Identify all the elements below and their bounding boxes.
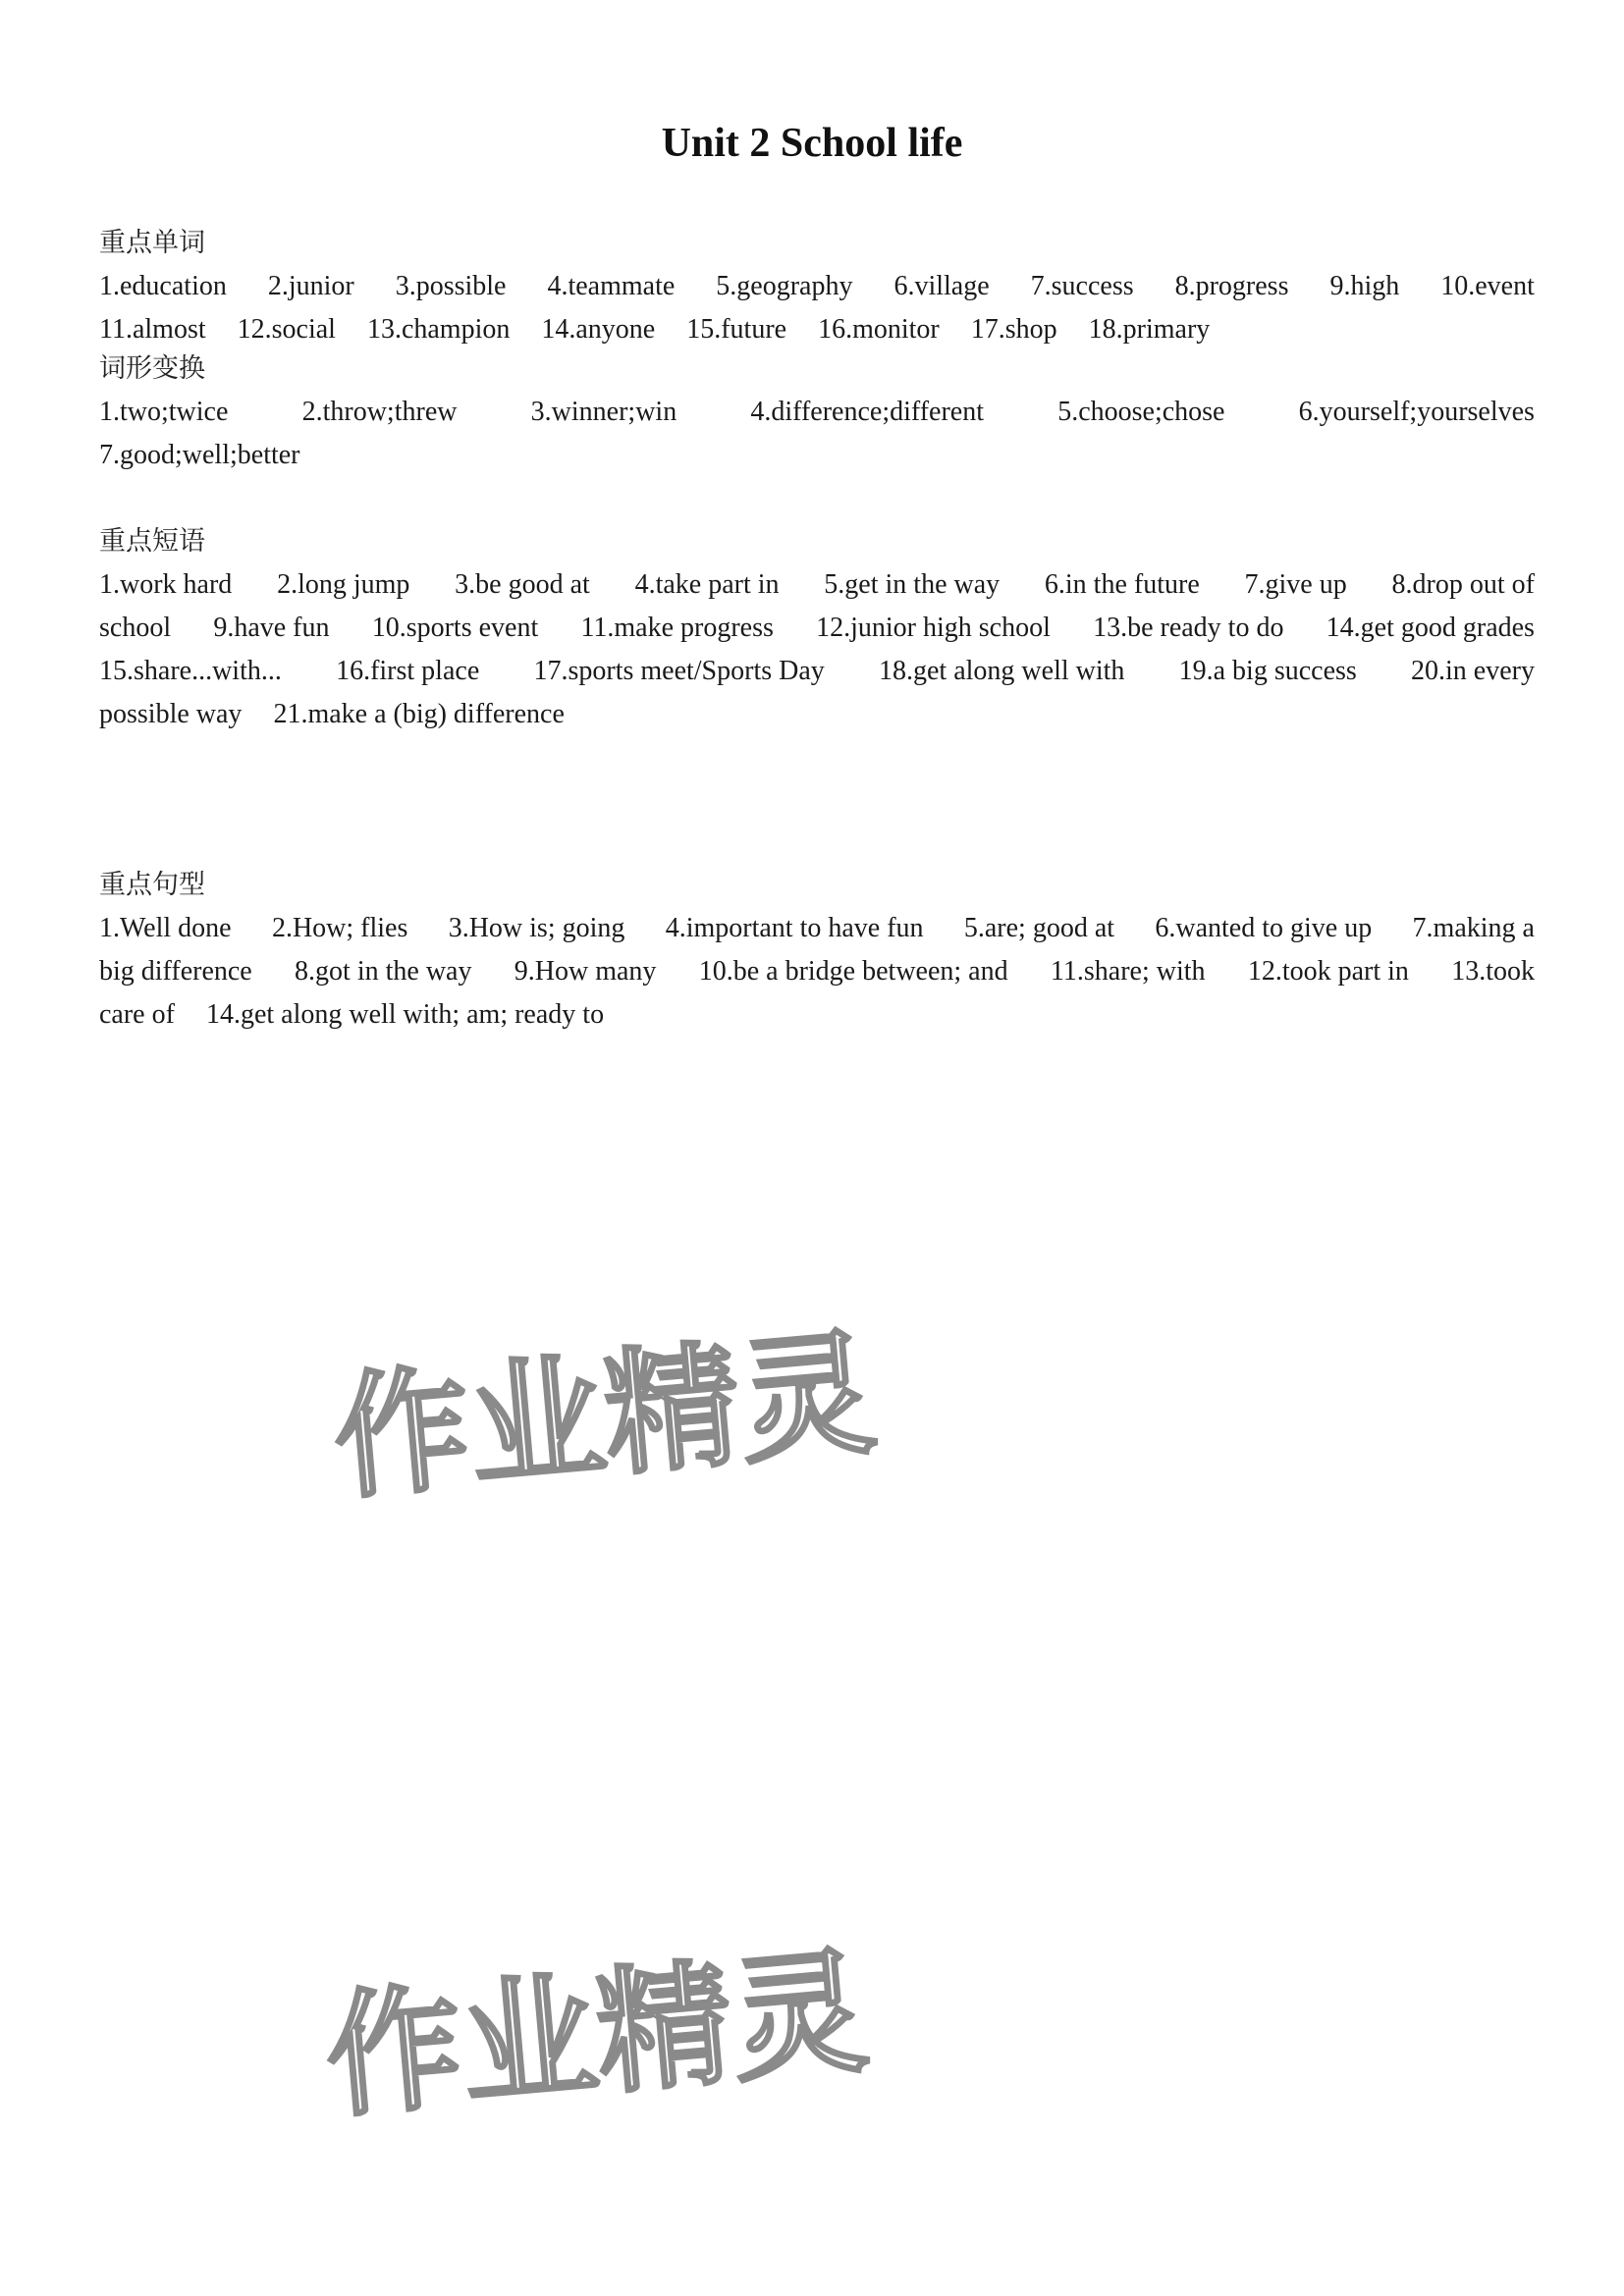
- answer-item: 8.drop out of: [1391, 569, 1535, 600]
- answer-item: 1.work hard: [99, 569, 233, 600]
- answer-item: 12.social: [237, 314, 336, 345]
- answer-row: [99, 391, 1535, 434]
- answer-item: school: [99, 613, 172, 643]
- section-heading: 重点短语: [99, 526, 205, 557]
- watermark-text: 作业精灵: [327, 1313, 882, 1520]
- answer-item: 3.winner;win: [530, 397, 677, 427]
- answer-item: 18.get along well with: [879, 656, 1125, 686]
- answer-row: [99, 907, 1535, 950]
- answer-item: 20.in every: [1411, 656, 1535, 686]
- answer-item: 16.monitor: [818, 314, 940, 345]
- answer-item: 14.get good grades: [1326, 613, 1535, 643]
- answer-item: 12.junior high school: [816, 613, 1051, 643]
- answer-item: 4.take part in: [634, 569, 780, 600]
- answer-item: 9.How many: [514, 956, 657, 987]
- answer-item: 6.yourself;yourselves: [1298, 397, 1535, 427]
- answer-item: 6.wanted to give up: [1155, 913, 1373, 943]
- answer-item: 2.How; flies: [271, 913, 408, 943]
- watermark-lower: [316, 1924, 886, 2150]
- page-title: Unit 2 School life: [661, 121, 963, 166]
- answer-item: 4.difference;different: [750, 397, 984, 427]
- answer-item: 17.shop: [970, 314, 1057, 345]
- answer-item: 6.in the future: [1044, 569, 1200, 600]
- section-heading: 词形变换: [99, 353, 205, 384]
- answer-item: 3.How is; going: [448, 913, 625, 943]
- answer-item: 3.be good at: [455, 569, 590, 600]
- answer-row: [99, 563, 1535, 607]
- watermark-upper: [324, 1306, 893, 1531]
- answer-item: 21.make a (big) difference: [273, 699, 565, 729]
- answer-item: 8.progress: [1174, 271, 1289, 301]
- watermark-text: 作业精灵: [319, 1932, 874, 2138]
- answer-item: 9.high: [1329, 271, 1400, 301]
- answer-item: possible way: [99, 699, 243, 729]
- answer-row: [99, 993, 1535, 1037]
- answer-item: 5.geography: [716, 271, 853, 301]
- answer-item: 2.long jump: [277, 569, 410, 600]
- answer-item: 15.future: [686, 314, 787, 345]
- answer-item: 16.first place: [336, 656, 480, 686]
- answer-item: big difference: [99, 956, 252, 987]
- answer-item: 13.took: [1451, 956, 1535, 987]
- answer-item: 13.champion: [366, 314, 511, 345]
- answer-item: 1.education: [99, 271, 227, 301]
- section-key-phrases: [99, 520, 1535, 736]
- answer-item: 10.event: [1440, 271, 1535, 301]
- answer-item: 2.junior: [267, 271, 354, 301]
- answer-row: [99, 434, 1535, 477]
- answer-item: 1.two;twice: [99, 397, 229, 427]
- answer-item: 5.are; good at: [963, 913, 1115, 943]
- answer-item: 12.took part in: [1247, 956, 1409, 987]
- answer-row: [99, 265, 1535, 308]
- answer-row: [99, 693, 1535, 736]
- answer-item: 10.sports event: [371, 613, 539, 643]
- section-key-words: [99, 222, 1535, 351]
- answer-item: 7.give up: [1244, 569, 1347, 600]
- section-key-sentences: [99, 864, 1535, 1037]
- answer-item: 7.good;well;better: [99, 440, 300, 470]
- section-heading: 重点句型: [99, 870, 205, 900]
- answer-item: 11.share; with: [1050, 956, 1206, 987]
- answer-item: 9.have fun: [213, 613, 330, 643]
- answer-item: 6.village: [893, 271, 990, 301]
- answer-item: 11.make progress: [580, 613, 774, 643]
- answer-row: [99, 650, 1535, 693]
- answer-item: 2.throw;threw: [301, 397, 458, 427]
- answer-row: [99, 607, 1535, 650]
- answer-item: 10.be a bridge between; and: [698, 956, 1008, 987]
- answer-item: 7.making a: [1412, 913, 1535, 943]
- answer-row: [99, 950, 1535, 993]
- answer-item: 14.get along well with; am; ready to: [205, 999, 605, 1030]
- answer-item: 4.teammate: [547, 271, 676, 301]
- answer-item: 13.be ready to do: [1093, 613, 1284, 643]
- answer-item: 14.anyone: [541, 314, 656, 345]
- answer-item: 15.share...with...: [99, 656, 282, 686]
- section-heading: 重点单词: [99, 228, 205, 258]
- answer-item: care of: [99, 999, 175, 1030]
- answer-item: 4.important to have fun: [665, 913, 924, 943]
- answer-item: 5.get in the way: [824, 569, 1001, 600]
- answer-item: 19.a big success: [1178, 656, 1357, 686]
- answer-item: 11.almost: [99, 314, 206, 345]
- answer-item: 8.got in the way: [295, 956, 472, 987]
- section-word-forms: [99, 347, 1535, 477]
- answer-item: 17.sports meet/Sports Day: [533, 656, 825, 686]
- answer-item: 18.primary: [1088, 314, 1211, 345]
- answer-item: 1.Well done: [99, 913, 232, 943]
- answer-item: 7.success: [1030, 271, 1134, 301]
- answer-item: 5.choose;chose: [1057, 397, 1225, 427]
- answer-row: [99, 308, 1535, 351]
- answer-item: 3.possible: [395, 271, 507, 301]
